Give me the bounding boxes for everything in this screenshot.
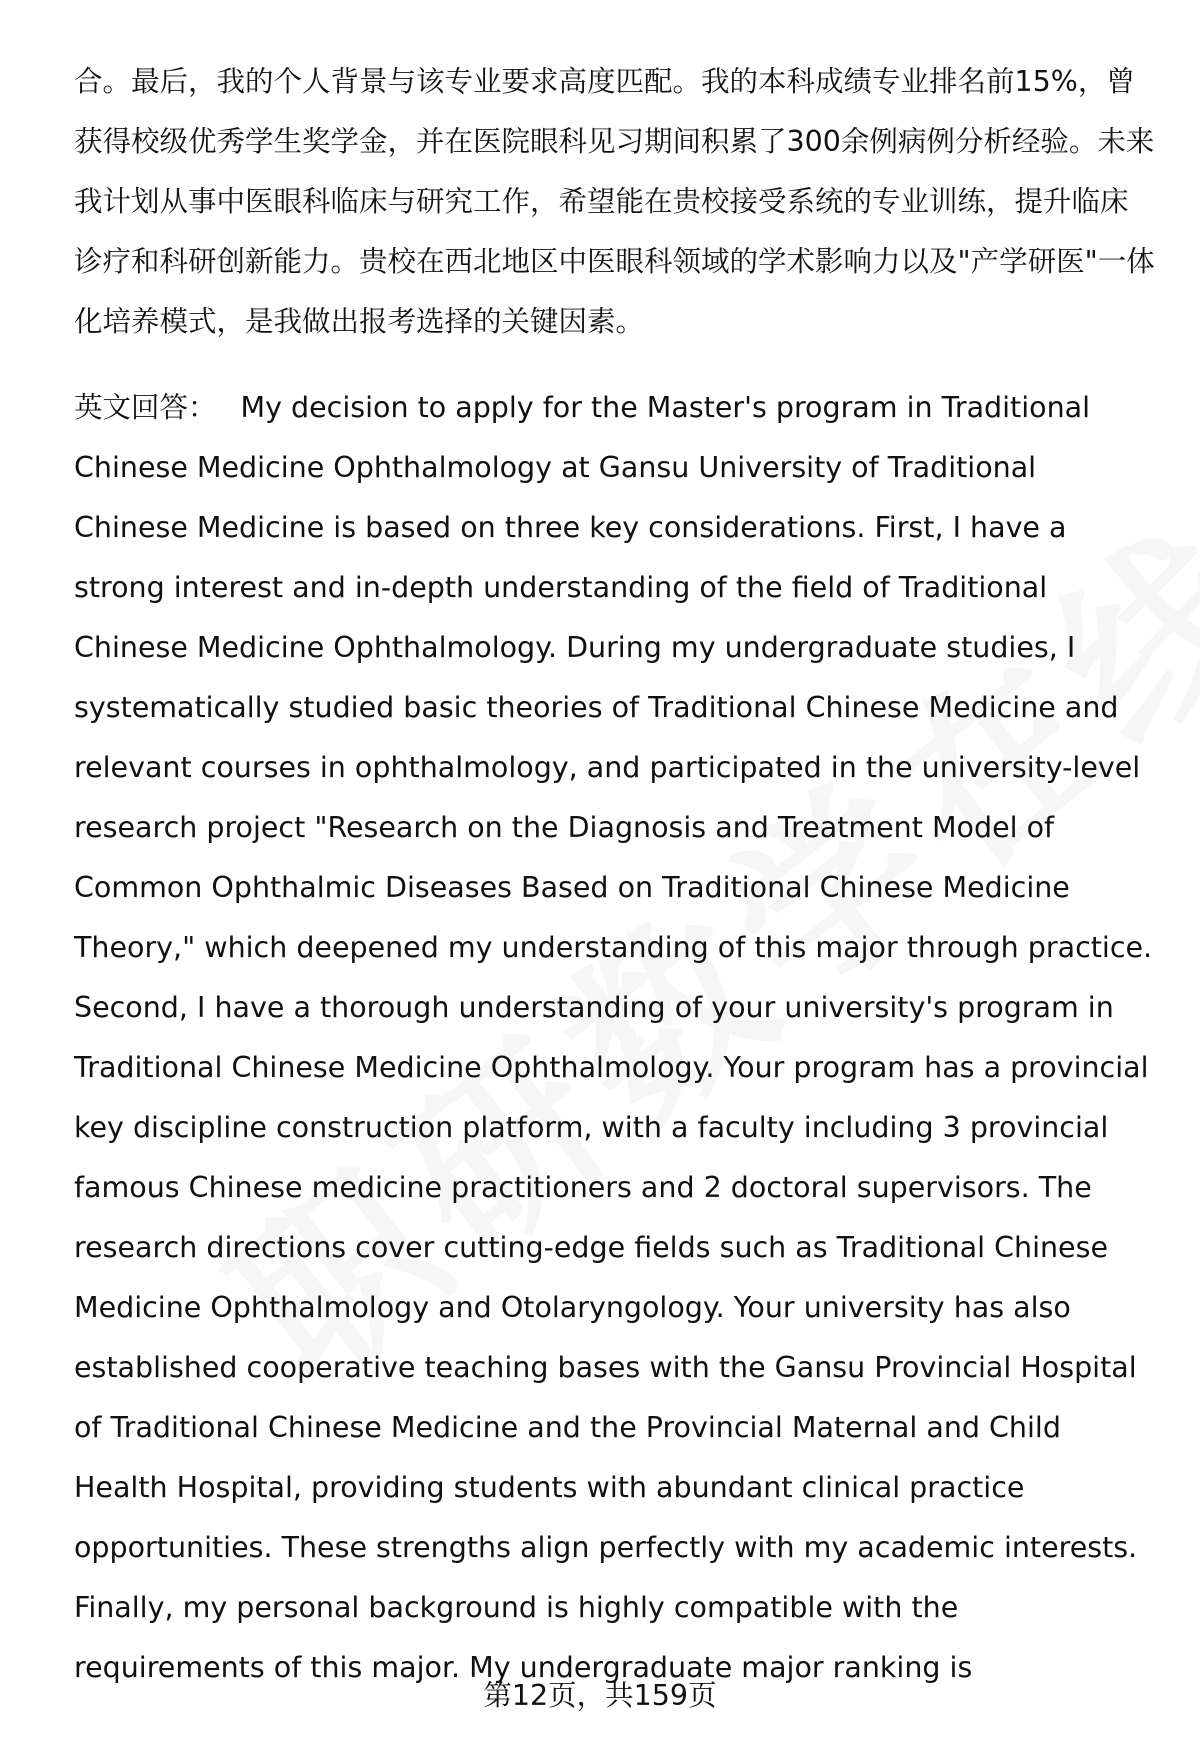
page-number: 第12页，共159页 <box>483 1679 717 1712</box>
chinese-answer-paragraph: 合。最后，我的个人背景与该专业要求高度匹配。我的本科成绩专业排名前15%，曾获得校级优秀学生奖学金，并在医院眼科见习期间积累了300余例病例分析经验。未来我计划从事中医眼科临床与研究工作，希望能在贵校接受系统的专业训练，提升临床诊疗和科研创新能力。贵校在西北地区中医眼科领域的学术影响力以及"产学研医"一体化培养模式，是我做出报考选择的关键因素。 <box>74 65 1155 338</box>
english-answer-paragraph <box>74 378 1156 1698</box>
english-answer-label: 英文回答： <box>74 391 217 424</box>
english-answer-text: My decision to apply for the Master's program in Traditional Chinese Medicine Ophthalmology at Gansu University of Traditional Chinese Medicine is based on three key considerations. First, I have a strong interest and in-depth understanding of the field of Traditional Chinese Medicine Ophthalmology. During my undergraduate studies, I systematically studied basic theories of Traditional Chinese Medicine and relevant courses in ophthalmology, and participated in the university-level research project "Research on the Diagnosis and Treatment Model of Common Ophthalmic Diseases Based on Traditional Chinese Medicine Theory," which deepened my understanding of this major through practice. Second, I have a thorough understanding of your university's program in Traditional Chinese Medicine Ophthalmology. Your program has a provincial key discipline construction platform, with a faculty including 3 provincial famous Chinese medicine practitioners and 2 doctoral supervisors. The research directions cover cutting-edge fields such as Traditional Chinese Medicine Ophthalmology and Otolaryngology. Your university has also established cooperative teaching bases with the Gansu Provincial Hospital of Traditional Chinese Medicine and the Provincial Maternal and Child Health Hospital, providing students with abundant clinical practice opportunities. These strengths align perfectly with my academic interests. Finally, my personal background is highly compatible with the requirements of this major. My undergraduate major ranking is <box>74 391 1153 1684</box>
